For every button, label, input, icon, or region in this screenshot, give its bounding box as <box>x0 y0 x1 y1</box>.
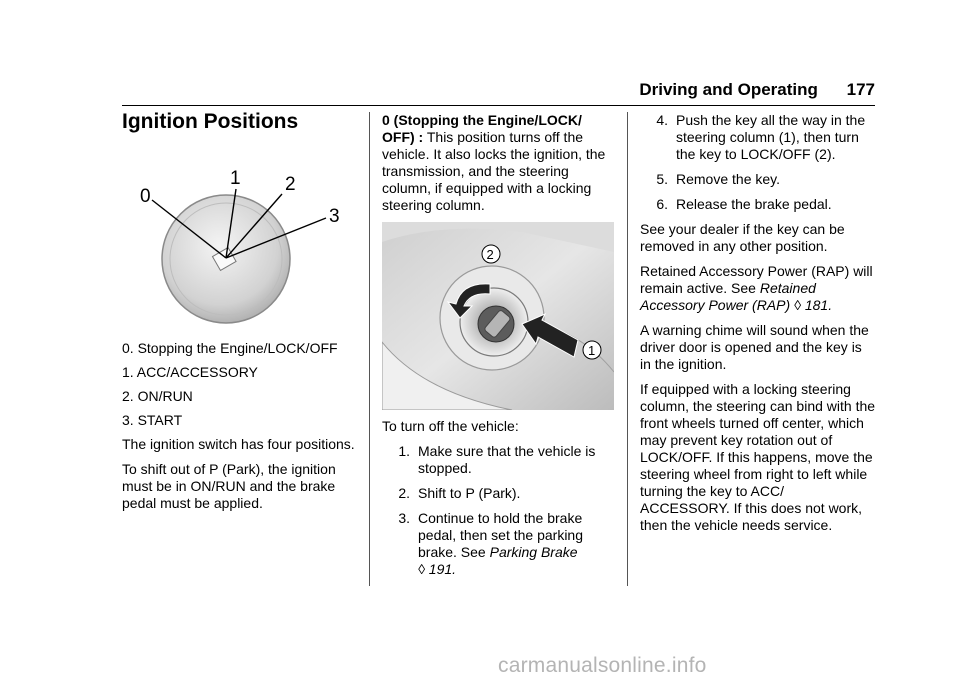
caption-2: 2. ON/RUN <box>122 388 193 404</box>
step-text: Remove the key. <box>676 171 781 187</box>
step-number: 1. <box>398 443 410 459</box>
list-item <box>382 510 614 578</box>
step-number: 4. <box>656 112 668 128</box>
paragraph: A warning chime will sound when the driver door is opened and the key is in the ignition. <box>640 322 869 372</box>
paragraph <box>640 263 876 314</box>
step-text: Shift to P (Park). <box>418 485 521 501</box>
step-list <box>382 443 614 578</box>
list-item <box>382 485 614 502</box>
column-divider <box>627 112 628 586</box>
paragraph: To turn off the vehicle: <box>382 418 519 434</box>
list-item <box>640 112 876 163</box>
caption-0: 0. Stopping the Engine/LOCK/OFF <box>122 340 338 356</box>
dial-label-3: 3 <box>329 206 340 227</box>
paragraph: To shift out of P (Park), the ignition must be in ON/RUN and the brake pedal must be applied. <box>122 461 336 511</box>
page-number: 177 <box>846 80 875 99</box>
step-text: Push the key all the way in the steering column (1), then turn the key to LOCK/OFF (2). <box>676 112 866 162</box>
paragraph <box>382 112 614 214</box>
cross-reference-link[interactable]: Retained Accessory Power (RAP) <box>640 280 816 313</box>
section-title: Driving and Operating <box>639 80 818 99</box>
cross-reference-link[interactable]: Parking Brake <box>489 544 578 560</box>
step-text: Continue to hold the brake pedal, then set the parking brake. See <box>418 510 584 560</box>
ignition-key-photo <box>382 222 614 410</box>
column-middle <box>382 112 614 586</box>
term-heading: 0 (Stopping the Engine/LOCK/ OFF) : <box>382 112 582 145</box>
column-left <box>122 110 358 520</box>
step-text: Release the brake pedal. <box>676 196 832 212</box>
caption-1: 1. ACC/ACCESSORY <box>122 364 258 380</box>
watermark: carmanualsonline.info <box>498 654 707 677</box>
step-list <box>640 112 876 213</box>
list-item <box>382 443 614 477</box>
paragraph: If equipped with a locking steering column, the steering can bind with the front wheels turned off center, which may prevent key rotation out of LOCK/OFF. If this happens, move the steering wheel from right to left while turning the key to ACC/ ACCESSORY. If this does not work, then the vehicle needs service. <box>640 381 876 533</box>
section-heading: Ignition Positions <box>122 110 299 133</box>
page-reference[interactable]: ◊ 191. <box>418 561 457 577</box>
step-number: 5. <box>656 171 668 187</box>
caption-3: 3. START <box>122 412 183 428</box>
header-rule <box>122 105 875 106</box>
column-right <box>640 112 876 542</box>
paragraph-text: Retained Accessory Power (RAP) will remain active. See <box>640 263 873 296</box>
paragraph: See your dealer if the key can be removed in any other position. <box>640 221 845 254</box>
page-header <box>639 80 875 100</box>
column-divider <box>369 112 370 586</box>
term-description: This position turns off the vehicle. It also locks the ignition, the transmission, and the steering column, if equipped with a locking steering column. <box>382 129 606 213</box>
list-item <box>640 171 876 188</box>
step-number: 3. <box>398 510 410 526</box>
dial-label-0: 0 <box>140 186 151 207</box>
page-reference[interactable]: ◊ 181. <box>790 297 833 313</box>
step-number: 6. <box>656 196 668 212</box>
step-text: Make sure that the vehicle is stopped. <box>418 443 596 476</box>
dial-label-2: 2 <box>285 174 296 195</box>
photo-label-2: 2 <box>486 247 494 262</box>
list-item <box>640 196 876 213</box>
step-number: 2. <box>398 485 410 501</box>
ignition-dial-figure <box>122 154 358 334</box>
photo-label-1: 1 <box>588 343 596 358</box>
dial-label-1: 1 <box>230 168 241 189</box>
paragraph: The ignition switch has four positions. <box>122 436 355 452</box>
